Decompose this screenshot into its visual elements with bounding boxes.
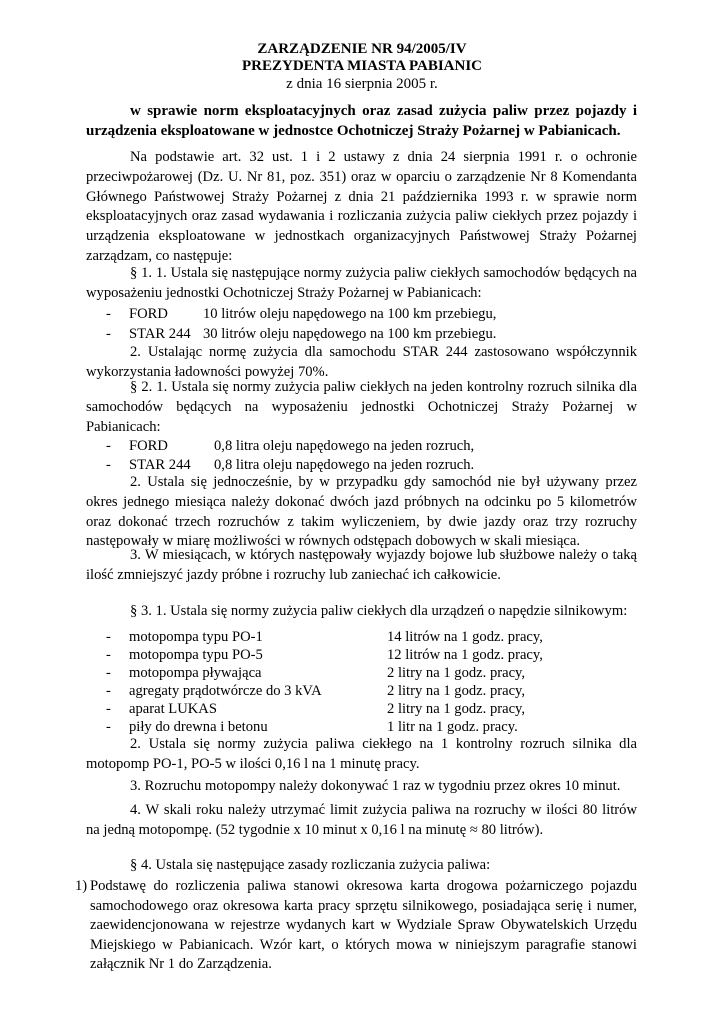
ordinance-subject: w sprawie norm eksploatacyjnych oraz zasad zużycia paliw przez pojazdy i urządzenia eksploatowane w jednostce Ochotniczej Straży Pożarnej w Pabianicach. (86, 103, 637, 139)
fuel-norm: 30 litrów oleju napędowego na 100 km przebiegu. (203, 326, 497, 342)
fuel-norm: 0,8 litra oleju napędowego na jeden rozruch, (214, 438, 475, 454)
section-1-item (86, 324, 646, 344)
section-3-paragraph-3: 3. Rozruchu motopompy należy dokonywać 1 raz w tygodniu przez okres 10 minut. (130, 778, 621, 794)
issuer: PREZYDENTA MIASTA PABIANIC (241, 58, 483, 74)
device-name: motopompa typu PO-5 (129, 647, 263, 663)
list-dash: - (106, 306, 111, 322)
ordinance-date: z dnia 16 sierpnia 2005 r. (286, 76, 438, 92)
list-dash: - (106, 647, 111, 663)
section-2-paragraph-2: 2. Ustala się jednocześnie, by w przypadku gdy samochód nie był używany przez okres jednego miesiąca należy dokonać dwóch jazd próbnych na odcinku po 5 kilometrów oraz dokonać trzech rozruchów z takim wyliczeniem, by dwie jazdy oraz trzy rozruchy następowały w miarę możliwości w równych odstępach dobowych w skali miesiąca. (86, 474, 637, 550)
device-name: aparat LUKAS (129, 701, 217, 717)
list-dash: - (106, 326, 111, 342)
device-name: motopompa typu PO-1 (129, 629, 263, 645)
section-2-item (86, 455, 646, 475)
device-name: motopompa pływająca (129, 665, 262, 681)
section-2-paragraph-3: 3. W miesiącach, w których następowały wyjazdy bojowe lub służbowe należy o taką ilość zmniejszyć jazdy próbne i rozruchy lub zaniechać ich całkowicie. (86, 547, 637, 583)
list-dash: - (106, 719, 111, 735)
section-1-item (86, 304, 646, 324)
item-text-content: Podstawę do rozliczenia paliwa stanowi okresowa karta drogowa pożarniczego pojazdu samochodowego oraz okresowa karta pracy sprzętu silnikowego, posiadająca serię i numer, zaewidencjonowana w rejestrze wydanych kart w Wydziale Spraw Obywatelskich Urzędu Miejskiego w Pabianicach. Wzór kart, o których mowa w niniejszym paragrafie stanowi załącznik Nr 1 do Zarządzenia. (90, 878, 637, 973)
list-dash: - (106, 683, 111, 699)
section-2-item (86, 436, 646, 456)
item-text (89, 877, 637, 975)
section-3-item (86, 681, 646, 701)
fuel-norm: 12 litrów na 1 godz. pracy, (387, 647, 543, 663)
section-4-item-1 (75, 877, 637, 975)
fuel-norm: 0,8 litra oleju napędowego na jeden rozruch. (214, 457, 475, 473)
fuel-norm: 1 litr na 1 godz. pracy. (387, 719, 518, 735)
vehicle-name: STAR 244 (129, 326, 191, 342)
fuel-norm: 14 litrów na 1 godz. pracy, (387, 629, 543, 645)
ordinance-number: ZARZĄDZENIE NR 94/2005/IV (257, 41, 467, 57)
vehicle-name: FORD (129, 438, 168, 454)
vehicle-name: STAR 244 (129, 457, 191, 473)
fuel-norm: 2 litry na 1 godz. pracy, (387, 665, 526, 681)
section-3-item (86, 699, 646, 719)
vehicle-name: FORD (129, 306, 168, 322)
device-name: piły do drewna i betonu (129, 719, 268, 735)
section-3-paragraph-1: § 3. 1. Ustala się normy zużycia paliw ciekłych dla urządzeń o napędzie silnikowym: (130, 603, 628, 619)
section-1-paragraph-1: § 1. 1. Ustala się następujące normy zużycia paliw ciekłych samochodów będących na wyposażeniu jednostki Ochotniczej Straży Pożarnej w Pabianicach: (86, 265, 637, 301)
device-name: agregaty prądotwórcze do 3 kVA (129, 683, 322, 699)
fuel-norm: 10 litrów oleju napędowego na 100 km przebiegu, (203, 306, 497, 322)
section-3-item (86, 717, 646, 737)
fuel-norm: 2 litry na 1 godz. pracy, (387, 683, 526, 699)
list-dash: - (106, 438, 111, 454)
section-3-item (86, 627, 646, 647)
section-3-item (86, 663, 646, 683)
item-number: 1) (75, 878, 88, 894)
section-3-item (86, 645, 646, 665)
list-dash: - (106, 629, 111, 645)
section-1-paragraph-2: 2. Ustalając normę zużycia dla samochodu STAR 244 zastosowano współczynnik wykorzystania ładowności powyżej 70%. (86, 344, 637, 380)
list-dash: - (106, 665, 111, 681)
section-4-paragraph-1: § 4. Ustala się następujące zasady rozliczania zużycia paliwa: (130, 857, 491, 873)
preamble: Na podstawie art. 32 ust. 1 i 2 ustawy z dnia 24 sierpnia 1991 r. o ochronie przeciwpożarowej (Dz. U. Nr 81, poz. 351) oraz w oparciu o zarządzenie Nr 8 Komendanta Głównego Państwowej Straży Pożarnej z dnia 21 października 1993 r. w sprawie norm eksploatacyjnych oraz zasad wydawania i rozliczania zużycia paliw ciekłych przez pojazdy i urządzenia eksploatowane w jednostkach organizacyjnych Państwowej Straży Pożarnej zarządzam, co następuje: (86, 149, 637, 264)
section-3-paragraph-4: 4. W skali roku należy utrzymać limit zużycia paliwa na rozruchy w ilości 80 litrów na jedną motopompę. (52 tygodnie x 10 minut x 0,16 l na minutę ≈ 80 litrów). (86, 802, 637, 838)
section-3-paragraph-2: 2. Ustala się normy zużycia paliwa ciekłego na 1 kontrolny rozruch silnika dla motopomp PO-1, PO-5 w ilości 0,16 l na 1 minutę pracy. (86, 736, 637, 772)
section-2-paragraph-1: § 2. 1. Ustala się normy zużycia paliw ciekłych na jeden kontrolny rozruch silnika dla samochodów będących na wyposażeniu jednostki Ochotniczej Straży Pożarnej w Pabianicach: (86, 379, 637, 435)
list-dash: - (106, 701, 111, 717)
list-dash: - (106, 457, 111, 473)
fuel-norm: 2 litry na 1 godz. pracy, (387, 701, 526, 717)
